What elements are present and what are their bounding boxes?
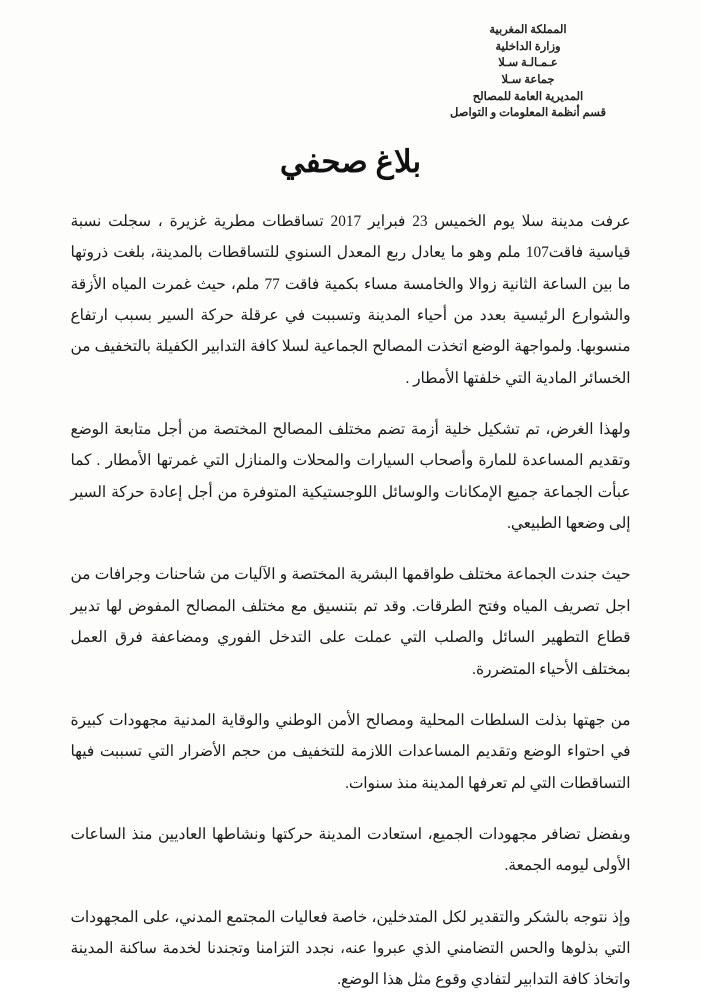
paragraph: وإذ نتوجه بالشكر والتقدير لكل المتدخلين، خاصة فعاليات المجتمع المدني، على المجهودات التي بذلوها والحس التضامني الذي عبروا عنه، نجدد التزامنا وتجندنا لخدمة ساكنة المدينة واتخاذ كافة التدابير لتفادي وقوع مثل هذا الوضع. (70, 908, 631, 989)
letterhead-line-prefecture: عـمـالـة سـلا (498, 57, 558, 70)
document-body (71, 206, 631, 996)
paragraph: حيث جندت الجماعة مختلف طواقمها البشرية المختصة و الآليات من شاحنات وجرافات من اجل تصريف المياه وفتح الطرقات. وقد تم بتنسيق مع مختلف المصالح المفوض لها تدبير قطاع التطهير السائل والصلب التي عملت على التدخل الفوري ومضاعفة فرق العمل بمختلف الأحياء المتضررة. (70, 566, 631, 678)
paragraph: وبفضل تضافر مجهودات الجميع، استعادت المدينة حركتها ونشاطها العاديين منذ الساعات الأولى ليومه الجمعة. (70, 825, 631, 875)
letterhead-line-department: قسم أنظمة المعلومات و التواصل (449, 107, 607, 120)
paragraph: من جهتها بذلت السلطات المحلية ومصالح الأمن الوطني والوقاية المدنية مجهودات كبيرة في احتواء الوضع وتقديم المساعدات اللازمة للتخفيف من حجم الأضرار التي تسببت فيها التساقطات التي لم تعرفها المدينة منذ سنوات. (70, 711, 631, 792)
letterhead-line-kingdom: المملكة المغربية (489, 24, 567, 36)
letterhead (403, 22, 653, 122)
letterhead-line-commune: جماعة سـلا (501, 74, 555, 87)
paragraph: عرفت مدينة سلا يوم الخميس 23 فبراير 2017 تساقطات مطرية غزيرة ، سجلت نسبة قياسية فاقت107 ملم وهو ما يعادل ربع المعدل السنوي للتساقطات بالمدينة، بلغت ذروتها ما بين الساعة الثانية زوالا والخامسة مساء بكمية فاقت 77 ملم، حيث غمرت المياه الأزقة والشوارع الرئيسية بعدد من أحياء المدينة وتسببت في عرقلة حركة السير بسبب ارتفاع منسوبها. ولمواجهة الوضع اتخذت المصالح الجماعية لسلا كافة التدابير الكفيلة بالتخفيف من الخسائر المادية التي خلفتها الأمطار . (70, 213, 631, 387)
page-title: بلاغ صحفي (279, 144, 422, 180)
letterhead-line-directorate: المديرية العامة للمصالح (472, 90, 584, 103)
letterhead-line-ministry: وزارة الداخلية (495, 40, 561, 53)
paragraph: ولهذا الغرض، تم تشكيل خلية أزمة تضم مختلف المصالح المختصة من أجل متابعة الوضع وتقديم المساعدة للمارة وأصحاب السيارات والمحلات والمنازل التي غمرتها الأمطار . كما عبأت الجماعة جميع الإمكانات والوسائل اللوجستيكية المتوفرة من أجل إعادة حركة السير إلى وضعها الطبيعي. (70, 421, 631, 533)
